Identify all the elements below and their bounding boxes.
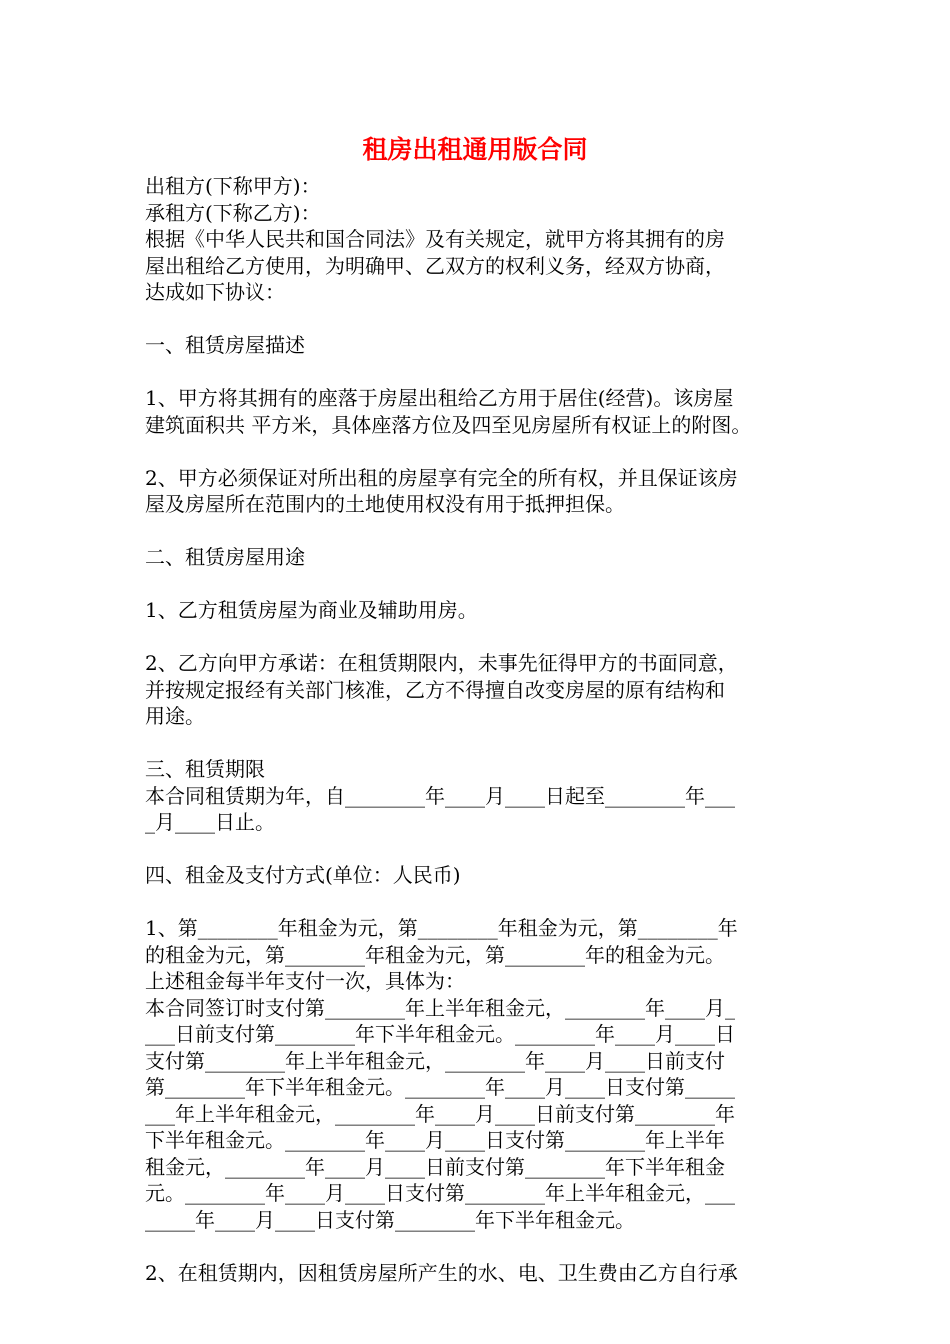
text-line: 达成如下协议： [145, 280, 285, 304]
blank-line [145, 889, 825, 916]
text-line: 下半年租金元。________年____月____日支付第________年上半年 [145, 1128, 725, 1152]
text-line: 本合同签订时支付第________年上半年租金元，________年____月_ [145, 995, 735, 1020]
contract-body [145, 173, 825, 1286]
text-line: 的租金为元，第________年租金为元，第________年的租金为元。 [145, 942, 725, 967]
text-line: 四、租金及支付方式(单位：人民币) [145, 863, 461, 887]
blank-line [145, 624, 825, 651]
text-line: ___日前支付第________年下半年租金元。________年____月____日 [145, 1022, 735, 1046]
text-line: _月____日止。 [145, 810, 275, 834]
text-line: 屋出租给乙方使用，为明确甲、乙双方的权利义务，经双方协商， [145, 253, 725, 278]
text-line: 元。________年____月____日支付第________年上半年租金元，___ [145, 1181, 735, 1205]
text-line: ___年上半年租金元，________年____月____日前支付第________年 [145, 1101, 735, 1126]
blank-line [145, 571, 825, 598]
text-line: 2、甲方必须保证对所出租的房屋享有完全的所有权，并且保证该房 [145, 465, 738, 490]
text-line: 出租方(下称甲方)： [145, 174, 321, 198]
text-line: 并按规定报经有关部门核准，乙方不得擅自改变房屋的原有结构和 [145, 677, 725, 702]
blank-line [145, 730, 825, 757]
blank-line [145, 836, 825, 863]
document-title: 租房出租通用版合同 [362, 135, 588, 164]
text-line: 第________年下半年租金元。________年____月____日支付第_____ [145, 1075, 735, 1099]
text-line: 屋及房屋所在范围内的土地使用权没有用于抵押担保。 [145, 492, 625, 516]
blank-line [145, 518, 825, 545]
text-line: 承租方(下称乙方)： [145, 200, 321, 225]
blank-line [145, 1233, 825, 1260]
blank-line [145, 359, 825, 386]
text-line: 1、第________年租金为元，第________年租金为元，第________年 [145, 916, 738, 940]
text-line: 根据《中华人民共和国合同法》及有关规定，就甲方将其拥有的房 [145, 227, 725, 251]
blank-line [145, 306, 825, 333]
text-line: 建筑面积共 平方米，具体座落方位及四至见房屋所有权证上的附图。 [145, 412, 752, 437]
text-line: _____年____月____日支付第________年下半年租金元。 [145, 1207, 635, 1232]
text-line: 租金元，________年____月____日前支付第________年下半年租金 [145, 1154, 725, 1179]
text-line: 用途。 [145, 704, 205, 728]
blank-line [145, 438, 825, 465]
text-line: 1、甲方将其拥有的座落于房屋出租给乙方用于居住(经营)。该房屋 [145, 386, 734, 410]
text-line: 二、租赁房屋用途 [145, 545, 305, 569]
text-line: 支付第________年上半年租金元，________年____月____日前支付 [145, 1048, 725, 1073]
text-line: 上述租金每半年支付一次，具体为： [145, 969, 465, 993]
text-line: 本合同租赁期为年，自________年____月____日起至________年___ [145, 783, 735, 808]
text-line: 2、乙方向甲方承诺：在租赁期限内，未事先征得甲方的书面同意， [145, 651, 738, 675]
text-line: 2、在租赁期内，因租赁房屋所产生的水、电、卫生费由乙方自行承 [145, 1260, 738, 1285]
text-line: 1、乙方租赁房屋为商业及辅助用房。 [145, 598, 478, 622]
text-line: 三、租赁期限 [145, 757, 265, 781]
text-line: 一、租赁房屋描述 [145, 333, 305, 357]
